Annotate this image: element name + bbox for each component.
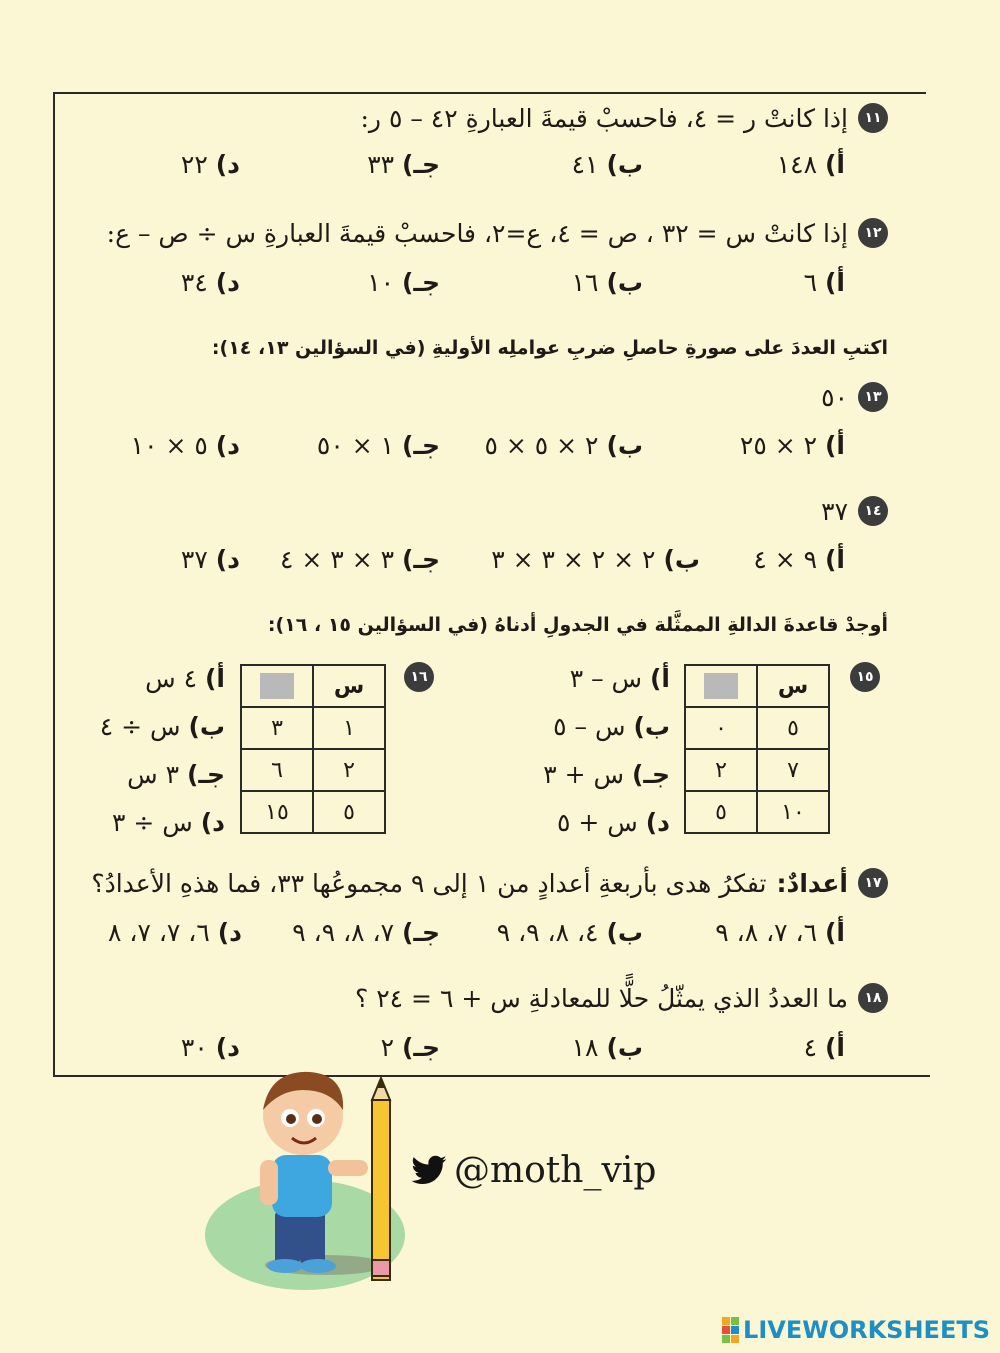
q14-option-a[interactable]: أ) ٩ × ٤ <box>753 545 845 574</box>
question-text: تفكرُ هدى بأربعةِ أعدادٍ من ١ إلى ٩ مجموعُها ٣٣، فما هذهِ الأعدادُ؟ <box>91 868 767 898</box>
q12-option-d[interactable]: د) ٣٤ <box>180 268 240 297</box>
q18-option-b[interactable]: ب) ١٨ <box>571 1033 643 1062</box>
q17-option-d[interactable]: د) ٦، ٧، ٧، ٨ <box>107 918 242 947</box>
liveworksheets-logo-icon <box>722 1317 739 1343</box>
q14-option-d[interactable]: د) ٣٧ <box>180 545 240 574</box>
table-cell: ٥ <box>685 791 757 833</box>
table-cell: ٧ <box>757 749 829 791</box>
twitter-bird-icon <box>410 1155 448 1187</box>
q16-option-b[interactable]: ب) س ÷ ٤ <box>99 712 225 741</box>
question-number: ١٣ <box>858 382 888 412</box>
table-cell: ٢ <box>313 749 385 791</box>
q15-option-c[interactable]: جـ) س + ٣ <box>543 760 670 789</box>
question-text: إذا كانتْ س = ٣٢ ، ص = ٤، ع=٢، فاحسبْ قيمةَ العبارةِ س ÷ ص – ع: <box>106 218 848 248</box>
q18-option-c[interactable]: جـ) ٢ <box>380 1033 440 1062</box>
q13-option-d[interactable]: د) ٥ × ١٠ <box>130 431 240 460</box>
question-13 <box>821 382 888 412</box>
q13-option-a[interactable]: أ) ٢ × ٢٥ <box>739 431 845 460</box>
q17-option-b[interactable]: ب) ٤، ٨، ٩، ٩ <box>496 918 643 947</box>
question-text: ٣٧ <box>821 496 848 526</box>
question-number: ١٢ <box>858 218 888 248</box>
instruction-factor: اكتبِ العددَ على صورةِ حاصلِ ضربِ عواملِه الأوليةِ (في السؤالين ١٣، ١٤): <box>211 337 888 359</box>
frame-corner-tick <box>924 1075 930 1077</box>
table-cell: ٥ <box>757 707 829 749</box>
table-header: س <box>757 665 829 707</box>
question-14 <box>821 496 888 526</box>
table-cell: ٥ <box>313 791 385 833</box>
question-text: إذا كانتْ ر = ٤، فاحسبْ قيمةَ العبارةِ ٤٢ – ٥ ر: <box>360 103 848 133</box>
table-cell: ١ <box>313 707 385 749</box>
q14-option-c[interactable]: جـ) ٣ × ٣ × ٤ <box>280 545 440 574</box>
q12-option-a[interactable]: أ) ٦ <box>803 268 845 297</box>
q16-option-c[interactable]: جـ) ٣ س <box>127 760 225 789</box>
question-number: ١٧ <box>858 868 888 898</box>
q17-option-a[interactable]: أ) ٦، ٧، ٨، ٩ <box>715 918 845 947</box>
table-cell: ٢ <box>685 749 757 791</box>
table-cell: ١٠ <box>757 791 829 833</box>
q15-option-b[interactable]: ب) س – ٥ <box>553 712 670 741</box>
question-number: ١١ <box>858 103 888 133</box>
liveworksheets-brand[interactable] <box>722 1316 990 1344</box>
table-cell: ٦ <box>241 749 313 791</box>
question-text: ٥٠ <box>821 382 848 412</box>
q11-option-c[interactable]: جـ) ٣٣ <box>367 150 440 179</box>
handle-text: @moth_vip <box>454 1150 657 1191</box>
q13-option-c[interactable]: جـ) ١ × ٥٠ <box>316 431 440 460</box>
boy-with-pencil-illustration <box>200 1060 420 1290</box>
instruction-rule: أوجدْ قاعدةَ الدالةِ الممثَّلة في الجدولِ أدناهُ (في السؤالين ١٥ ، ١٦): <box>267 614 888 636</box>
q14-option-b[interactable]: ب) ٢ × ٢ × ٣ × ٣ <box>491 545 700 574</box>
question-16-number: ١٦ <box>404 662 434 692</box>
question-number: ١٤ <box>858 496 888 526</box>
q11-option-d[interactable]: د) ٢٢ <box>180 150 240 179</box>
q18-option-a[interactable]: أ) ٤ <box>803 1033 845 1062</box>
table-header: س <box>313 665 385 707</box>
brand-text: LIVEWORKSHEETS <box>743 1316 990 1344</box>
question-11 <box>361 103 889 133</box>
q11-option-b[interactable]: ب) ٤١ <box>571 150 643 179</box>
q15-option-a[interactable]: أ) س – ٣ <box>569 664 670 693</box>
q16-option-a[interactable]: أ) ٤ س <box>145 664 225 693</box>
table-blank-cell <box>685 665 757 707</box>
q16-option-d[interactable]: د) س ÷ ٣ <box>111 808 225 837</box>
q12-option-b[interactable]: ب) ١٦ <box>571 268 643 297</box>
table-cell: ٠ <box>685 707 757 749</box>
question-12 <box>107 218 888 248</box>
social-handle[interactable] <box>410 1150 656 1191</box>
question-17 <box>91 868 888 898</box>
q18-option-d[interactable]: د) ٣٠ <box>180 1033 240 1062</box>
q16-function-table <box>240 664 386 834</box>
table-cell: ١٥ <box>241 791 313 833</box>
q13-option-b[interactable]: ب) ٢ × ٥ × ٥ <box>484 431 643 460</box>
question-number: ١٨ <box>858 983 888 1013</box>
table-cell: ٣ <box>241 707 313 749</box>
question-label: أعدادٌ: <box>776 868 848 898</box>
question-15-number: ١٥ <box>850 662 880 692</box>
question-18 <box>355 983 888 1013</box>
question-text: ما العددُ الذي يمثّلُ حلًّا للمعادلةِ س + ٦ = ٢٤ ؟ <box>355 983 848 1013</box>
q15-function-table <box>684 664 830 834</box>
q15-option-d[interactable]: د) س + ٥ <box>556 808 670 837</box>
q12-option-c[interactable]: جـ) ١٠ <box>367 268 440 297</box>
table-blank-cell <box>241 665 313 707</box>
q17-option-c[interactable]: جـ) ٧، ٨، ٩، ٩ <box>292 918 440 947</box>
q11-option-a[interactable]: أ) ١٤٨ <box>776 150 845 179</box>
